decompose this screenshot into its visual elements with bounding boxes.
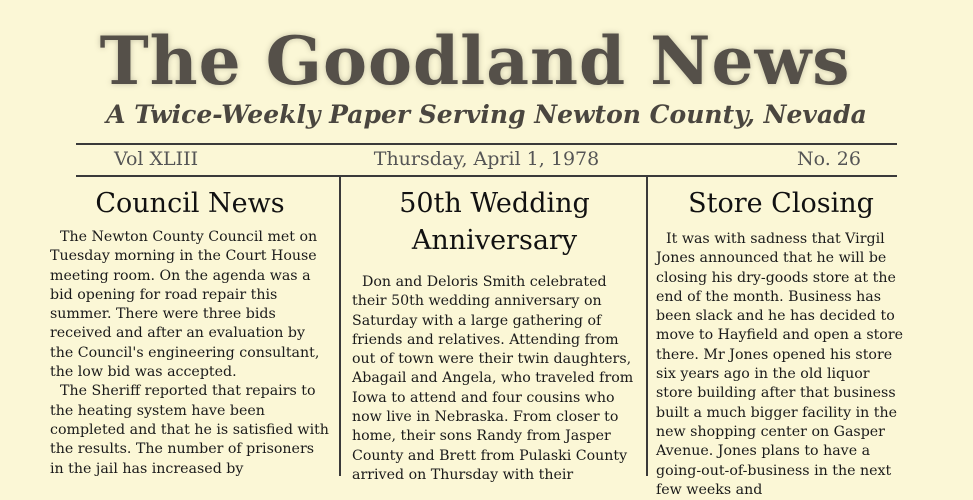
newspaper-tagline: A Twice-Weekly Paper Serving Newton County, Nevada xyxy=(106,100,867,129)
dateline xyxy=(76,148,897,174)
article-paragraph: Don and Deloris Smith celebrated their 50th wedding anniversary on Saturday with a large gathering of friends and relatives. Attending from out of town were their twin daughters, Abagail and Angela, who traveled from Iowa to attend and four cousins who now live in Nebraska. From closer to home, their sons Randy from Jasper County and Brett from Pulaski County arrived on Thursday with their xyxy=(352,274,634,483)
article-paragraph: It was with sadness that Virgil Jones announced that he will be closing his dry-goods store at the end of the month. Business has been slack and he has decided to move to Hayfield and open a store there. Mr Jones opened his store six years ago in the old liquor store building after that business built a much bigger facility in the new shopping center on Gasper Avenue. Jones plans to have a going-out-of-business in the next few weeks and xyxy=(656,231,904,498)
article-council-news xyxy=(50,178,330,478)
issue-number: No. 26 xyxy=(797,148,861,170)
article-wedding-anniversary xyxy=(352,178,637,483)
article-headline: 50th Wedding Anniversary xyxy=(399,188,590,256)
top-rule xyxy=(76,143,897,145)
column-divider xyxy=(339,176,341,476)
issue-date: Thursday, April 1, 1978 xyxy=(373,148,600,170)
volume-number: Vol XLIII xyxy=(114,148,199,170)
bottom-rule xyxy=(76,175,897,177)
article-store-closing xyxy=(656,178,906,498)
newspaper-title: The Goodland News xyxy=(99,22,851,100)
article-headline: Store Closing xyxy=(688,188,874,219)
column-divider xyxy=(646,176,648,476)
article-headline: Council News xyxy=(95,188,285,219)
article-paragraph: The Sheriff reported that repairs to the heating system have been completed and that he is satisfied with the results. The number of prisoners in the jail has increased by xyxy=(50,383,329,477)
article-paragraph: The Newton County Council met on Tuesday morning in the Court House meeting room. On the agenda was a bid opening for road repair this summer. There were three bids received and after an evaluation by the Council's engineering consultant, the low bid was accepted. xyxy=(50,229,320,381)
